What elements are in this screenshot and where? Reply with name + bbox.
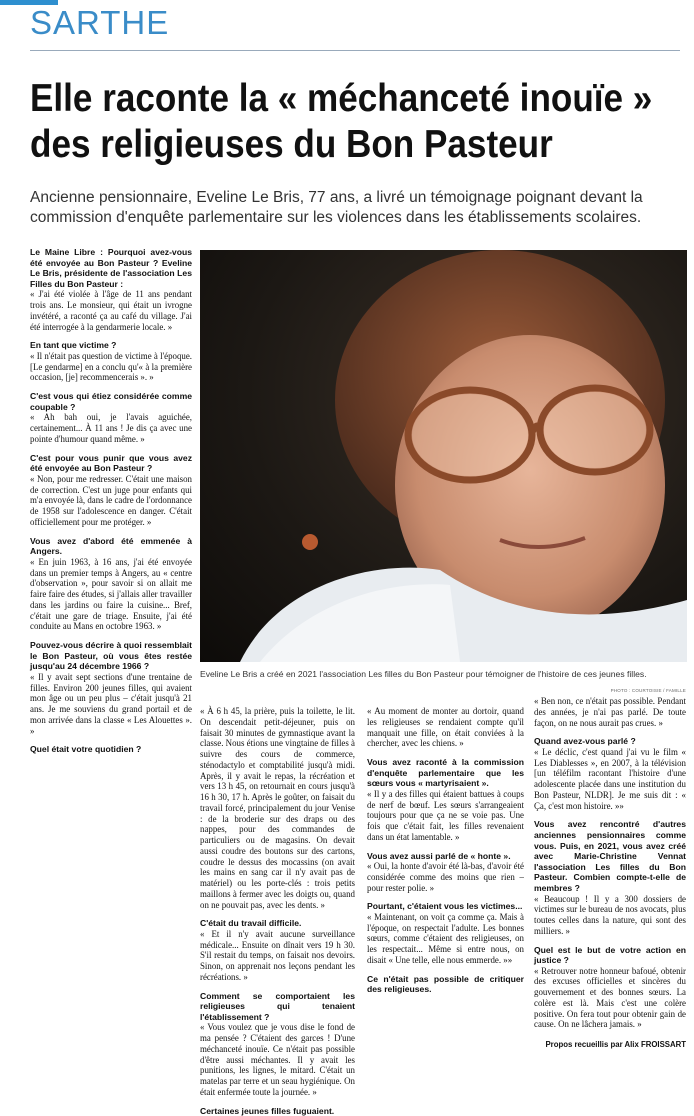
answer: « À 6 h 45, la prière, puis la toilette, le lit. On descendait petit-déjeuner, puis on faisait 30 minutes de gymnastique avant la classe. Nous étions une vingtaine de filles à suivre des cours de commerce, sténodactylo et comptabilité jusqu'à midi. Après, il y avait le repas, la récréation et vers 13 h 45, on retournait en cours jusqu'à 16 h 30, 17 h. Après le goûter, on faisait du travail forcé, principalement du jour Venise : de la broderie sur des draps ou des nappes, pour des commandes de particuliers ou de magasins. On devait aussi coudre des boutons sur des cartons, coudre le dessus des mocassins (on avait les mains en sang car il n'y avait pas de matériel) ou les porte-clés : trois petits maillons à fermer avec les doigts ou, quand on ne pouvait pas, avec les dents. » <box>200 706 355 910</box>
answer: « Il n'était pas question de victime à l'époque. [Le gendarme] en a conclu qu'« à la première occasion, [je] recommencerais ». » <box>30 350 192 383</box>
question: Quand avez-vous parlé ? <box>534 736 636 747</box>
question: C'est pour vous punir que vous avez été envoyée au Bon Pasteur ? <box>30 452 192 474</box>
answer: « Il y avait sept sections d'une trentaine de filles. Environ 200 jeunes filles, qui avaient mon âge ou un peu plus – c'était jusqu'à 21 ans. Je me souviens du grand portail et de mon arrivée dans la classe « Les Alouettes ». » <box>30 671 192 736</box>
question: C'est vous qui étiez considérée comme coupable ? <box>30 391 192 412</box>
answer: « Oui, la honte d'avoir été là-bas, d'avoir été considérée comme des moins que rien – pour rester polie. » <box>367 861 524 893</box>
question: Ce n'était pas possible de critiquer des religieuses. <box>367 973 524 995</box>
question: Vous avez d'abord été emmenée à Angers. <box>30 535 192 557</box>
question: Quel était votre quotidien ? <box>30 744 142 755</box>
answer: « Le déclic, c'est quand j'ai vu le film « Les Diablesses », en 2007, à la télévision [un téléfilm racontant l'histoire d'une adolescente placée dans une institution du Bon Pasteur, NLDR]. Je me suis dit : « Ça, c'est mon histoire. »» <box>534 746 686 811</box>
answer: « Et il n'y avait aucune surveillance médicale... Ensuite on dînait vers 19 h 30. S'il restait du temps, on faisait nos devoirs. Sinon, on apprenait nos leçons pendant les récréations. » <box>200 928 355 982</box>
question: Pouvez-vous décrire à quoi ressemblait le Bon Pasteur, où vous êtes restée jusqu'au 24 décembre 1966 ? <box>30 640 192 672</box>
answer: « En juin 1963, à 16 ans, j'ai été envoyée dans un premier temps à Angers, au « centre d'observation », pour savoir si on allait me faire faire des études, si j'allais aller travailler dans les jardins ou faire la cuisine... Bref, c'était une gare de triage. Ensuite, j'ai été conduite au Mans en octobre 1963. » <box>30 556 192 632</box>
article-column-1 <box>30 247 192 755</box>
question: Comment se comportaient les religieuses qui tenaient l'établissement ? <box>200 990 355 1022</box>
question: C'était du travail difficile. <box>200 918 302 929</box>
rubric-divider <box>30 50 680 51</box>
answer: « Ah bah oui, je l'avais aguichée, certainement... À 11 ans ! Je dis ça avec une pointe d'humour quand même. » <box>30 412 192 444</box>
portrait-photo <box>200 250 687 662</box>
answer: « Ben non, ce n'était pas possible. Pendant des années, je n'ai pas parlé. De toute façon, on ne nous aurait pas crues. » <box>534 696 686 728</box>
answer: « Beaucoup ! Il y a 300 dossiers de victimes sur le bureau de nos avocats, plus toutes celles dans la nature, qui sont des milliers. » <box>534 893 686 936</box>
question: Certaines jeunes filles fuguaient. <box>200 1105 335 1116</box>
headline-line-2: des religieuses du Bon Pasteur <box>30 123 553 166</box>
question: Vous avez rencontré d'autres anciennes pensionnaires comme vous. Puis, en 2021, vous avez créé avec Marie-Christine Vennat l'association Les filles du Bon Pasteur. Combien compte-t-elle de membres ? <box>534 819 686 893</box>
answer: « Retrouver notre honneur bafoué, obtenir des excuses officielles et sincères du gouvernement et des bonnes sœurs. La colère est là. Mais c'est une colère positive. On fera tout pour obtenir gain de cause. On ne lâchera jamais. » <box>534 965 686 1030</box>
article-byline: Propos recueillis par Alix FROISSART <box>545 1040 686 1050</box>
article-headline <box>30 76 653 168</box>
answer: « Maintenant, on voit ça comme ça. Mais à l'époque, on respectait l'adulte. Les bonnes sœurs, comme c'étaient des religieuses, on les respectait... Même si entre nous, on disait « Une telle, elle nous emmerde. »» <box>367 911 524 965</box>
question: Pourtant, c'étaient vous les victimes... <box>367 901 523 912</box>
article-column-4 <box>534 696 686 1051</box>
headline-line-1: Elle raconte la « méchanceté inouïe » <box>30 77 653 120</box>
answer: « Non, pour me redresser. C'était une maison de correction. C'est un juge pour enfants qui m'a envoyée là, dans le cadre de l'ordonnance de 1958 sur l'adolescence en danger. C'était officiellement pour me protéger. » <box>30 473 192 527</box>
question: En tant que victime ? <box>30 340 117 351</box>
article-column-2 <box>200 706 355 1116</box>
article-column-3 <box>367 706 524 995</box>
answer: « J'ai été violée à l'âge de 11 ans pendant trois ans. Le monsieur, qui était un ivrogne invétéré, a raconté ça au café du village. J'ai été interrogée à la gendarmerie locale. » <box>30 289 192 332</box>
portrait-illustration <box>200 250 687 662</box>
article-standfirst: Ancienne pensionnaire, Eveline Le Bris, 77 ans, a livré un témoignage poignant devant la commission d'enquête parlementaire sur les violences dans les établissements scolaires. <box>30 189 643 226</box>
question: Quel est le but de votre action en justice ? <box>534 944 686 966</box>
photo-credit: PHOTO : COURTOISIE / FAMILLE <box>610 688 686 693</box>
answer: « Vous voulez que je vous dise le fond de ma pensée ? C'étaient des garces ! D'une méchanceté inouïe. Ce n'était pas possible d'être aussi méchantes. Il y avait les punitions, les lignes, le mitard. C'était un matelas par terre et un seau hygiénique. On était enfermée toute la journée. » <box>200 1022 355 1097</box>
section-rubric: SARTHE <box>30 4 170 41</box>
question: Vous avez raconté à la commission d'enquête parlementaire que les sœurs vous « martyrisaient ». <box>367 757 524 789</box>
photo-caption: Eveline Le Bris a créé en 2021 l'association Les filles du Bon Pasteur pour témoigner de l'histoire de ces jeunes filles. <box>200 669 647 679</box>
question: Le Maine Libre : Pourquoi avez-vous été envoyée au Bon Pasteur ? Eveline Le Bris, présidente de l'association Les Filles du Bon Pasteur : <box>30 247 192 289</box>
answer: « Au moment de monter au dortoir, quand les religieuses se rendaient compte qu'il manquait une fille, on était conviées à la chercher, avec les chiens. » <box>367 706 524 749</box>
question: Vous avez aussi parlé de « honte ». <box>367 850 511 861</box>
answer: « Il y a des filles qui étaient battues à coups de nerf de bœuf. Les sœurs s'arrangeaient toujours pour que ça ne se voie pas. Une fois que c'était fait, les filles revenaient dans un état lamentable. » <box>367 788 524 842</box>
